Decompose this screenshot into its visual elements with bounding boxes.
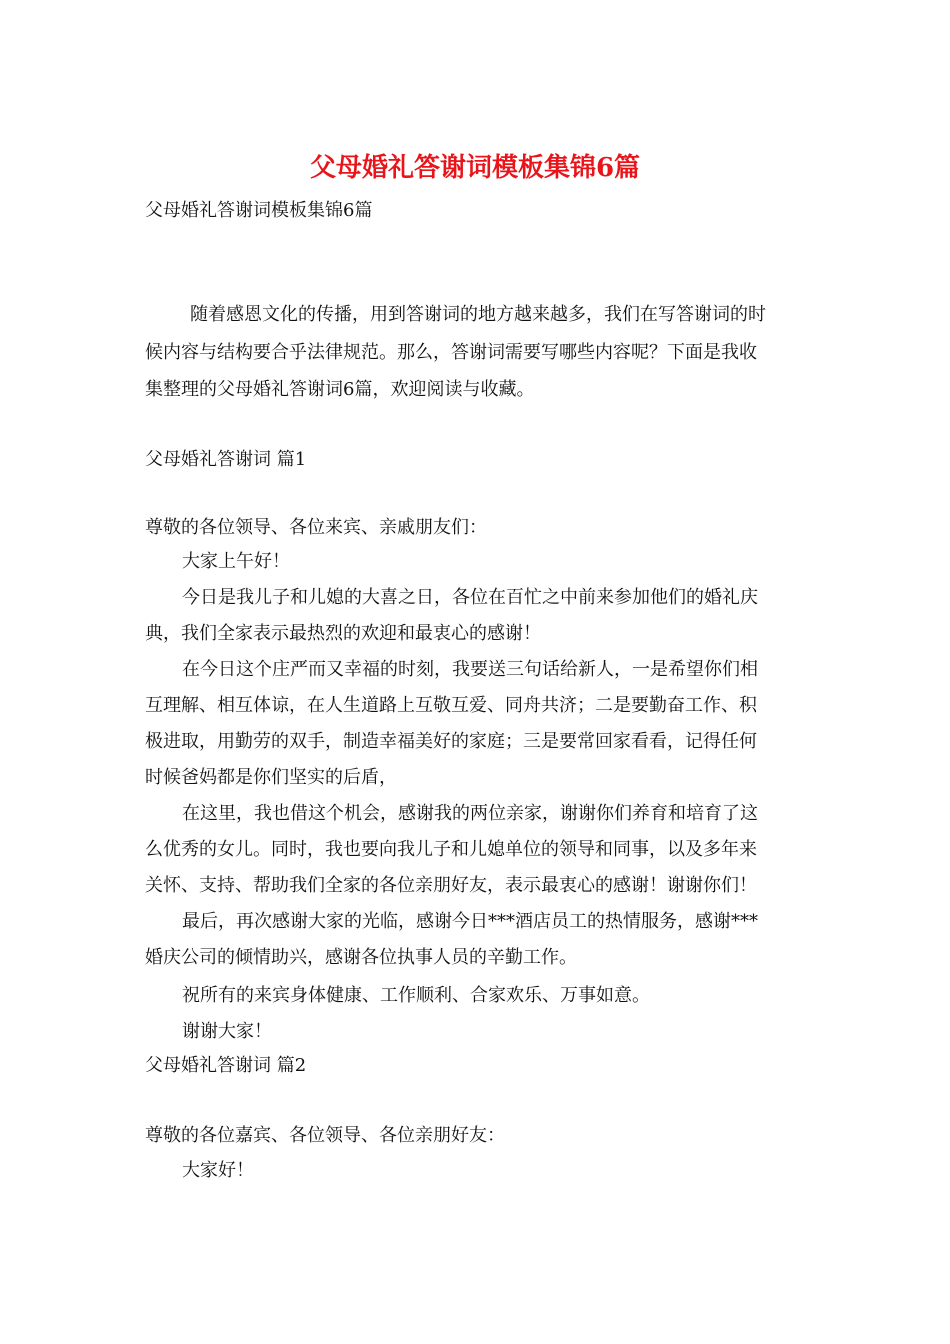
body-line: 最后，再次感谢大家的光临，感谢今日***酒店员工的热情服务，感谢*** bbox=[182, 911, 758, 932]
greeting: 大家上午好！ bbox=[182, 551, 290, 572]
section-heading: 父母婚礼答谢词 篇2 bbox=[145, 1055, 307, 1076]
body-line: 今日是我儿子和儿媳的大喜之日，各位在百忙之中前来参加他们的婚礼庆 bbox=[182, 587, 758, 608]
body-line: 么优秀的女儿。同时，我也要向我儿子和儿媳单位的领导和同事，以及多年来 bbox=[145, 839, 757, 860]
body-line: 典，我们全家表示最热烈的欢迎和最衷心的感谢！ bbox=[145, 623, 541, 644]
body-line: 婚庆公司的倾情助兴，感谢各位执事人员的辛勤工作。 bbox=[145, 947, 577, 968]
body-line: 在今日这个庄严而又幸福的时刻，我要送三句话给新人，一是希望你们相 bbox=[182, 659, 758, 680]
greeting: 大家好！ bbox=[182, 1160, 254, 1181]
body-line: 祝所有的来宾身体健康、工作顺利、合家欢乐、万事如意。 bbox=[182, 985, 650, 1006]
closing-line: 谢谢大家！ bbox=[182, 1021, 272, 1042]
body-line: 关怀、支持、帮助我们全家的各位亲朋好友，表示最衷心的感谢！谢谢你们！ bbox=[145, 875, 757, 896]
body-line: 互理解、相互体谅，在人生道路上互敬互爱、同舟共济；二是要勤奋工作、积 bbox=[145, 695, 757, 716]
body-line: 时候爸妈都是你们坚实的后盾， bbox=[145, 767, 397, 788]
document-subtitle: 父母婚礼答谢词模板集锦6篇 bbox=[145, 200, 373, 221]
intro-line: 随着感恩文化的传播，用到答谢词的地方越来越多，我们在写答谢词的时 bbox=[190, 304, 766, 325]
body-line: 在这里，我也借这个机会，感谢我的两位亲家，谢谢你们养育和培育了这 bbox=[182, 803, 758, 824]
section-heading: 父母婚礼答谢词 篇1 bbox=[145, 449, 307, 470]
document-title: 父母婚礼答谢词模板集锦6篇 bbox=[309, 153, 641, 183]
intro-line: 候内容与结构要合乎法律规范。那么，答谢词需要写哪些内容呢？下面是我收 bbox=[145, 342, 757, 363]
salutation: 尊敬的各位领导、各位来宾、亲戚朋友们： bbox=[145, 517, 487, 538]
body-line: 极进取，用勤劳的双手，制造幸福美好的家庭；三是要常回家看看，记得任何 bbox=[145, 731, 757, 752]
intro-line: 集整理的父母婚礼答谢词6篇，欢迎阅读与收藏。 bbox=[145, 379, 535, 400]
salutation: 尊敬的各位嘉宾、各位领导、各位亲朋好友： bbox=[145, 1125, 505, 1146]
